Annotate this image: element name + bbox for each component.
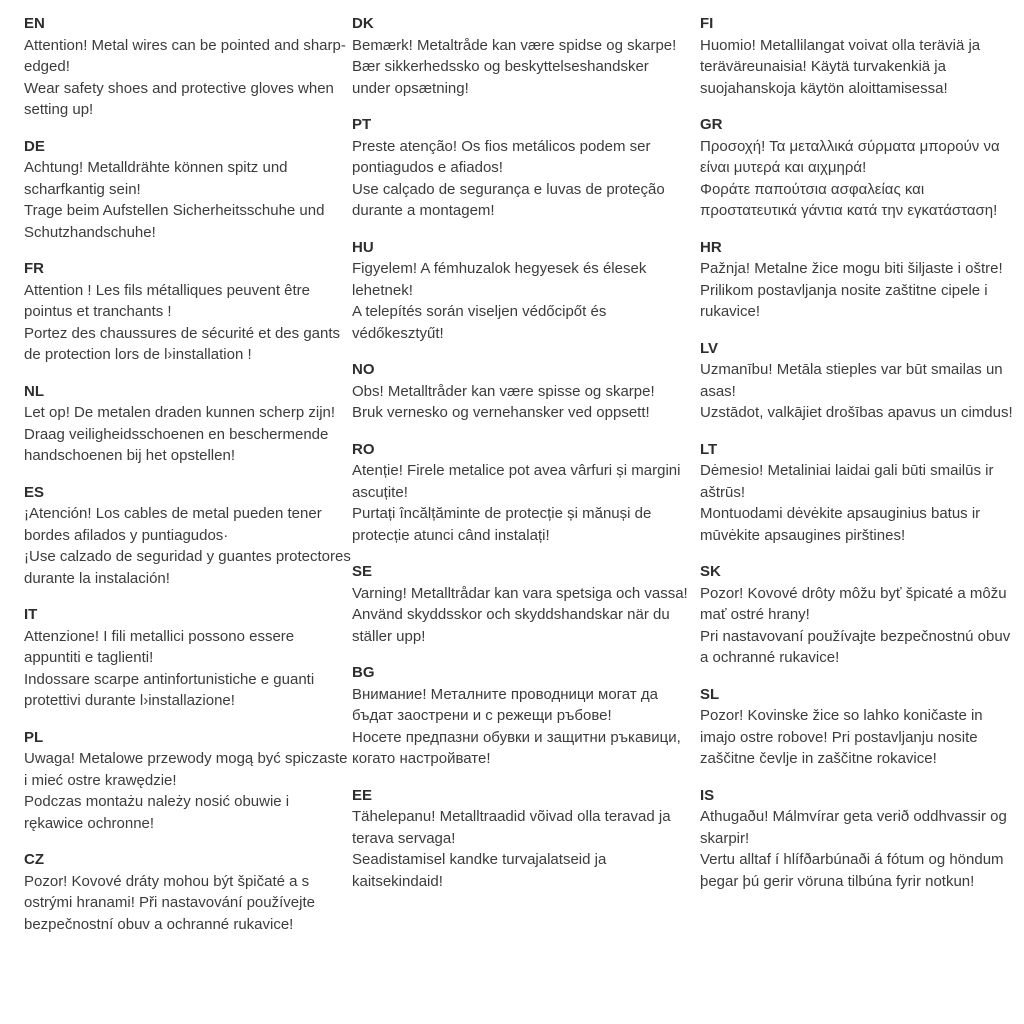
language-section-fi xyxy=(700,13,1014,99)
warning-text: Dėmesio! Metaliniai laidai gali būti smailūs ir aštrūs! xyxy=(700,462,994,501)
language-code-label: DE xyxy=(24,137,45,155)
warning-text: Носете предпазни обувки и защитни ръкавици, когато настройвате! xyxy=(352,728,681,767)
warning-text: Atenție! Firele metalice pot avea vârfuri și margini ascuțite! xyxy=(352,462,681,501)
language-code-label: BG xyxy=(352,664,375,681)
warning-text: ¡Use calzado de seguridad y guantes protectores durante la instalación! xyxy=(24,548,351,587)
language-section-cz xyxy=(24,849,352,935)
language-section-sk xyxy=(700,561,1014,669)
language-section-de xyxy=(24,136,352,244)
warning-text: Uzmanību! Metāla stieples var būt smailas un asas! xyxy=(700,361,1003,400)
language-section-pl xyxy=(24,727,352,835)
warning-text: Varning! Metalltrådar kan vara spetsiga och vassa! xyxy=(352,584,688,602)
language-section-hr xyxy=(700,237,1014,323)
language-code-label: FI xyxy=(700,15,714,32)
warning-text: Montuodami dėvėkite apsauginius batus ir mūvėkite apsaugines pirštines! xyxy=(700,505,981,544)
warning-text: Trage beim Aufstellen Sicherheitsschuhe und Schutzhandschuhe! xyxy=(24,202,325,241)
warning-text: Pri nastavovaní používajte bezpečnostnú obuv a ochranné rukavice! xyxy=(700,627,1011,666)
warning-text: Tähelepanu! Metalltraadid võivad olla teravad ja terava servaga! xyxy=(352,808,671,847)
warning-text: Podczas montażu należy nosić obuwie i rękawice ochronne! xyxy=(24,793,290,832)
warning-text: Pozor! Kovinske žice so lahko koničaste in imajo ostre robove! Pri postavljanju nosite zaščitne čevlje in zaščitne rokavice! xyxy=(700,707,983,767)
language-section-es xyxy=(24,482,352,590)
warning-text: Uwaga! Metalowe przewody mogą być spiczaste i mieć ostre krawędzie! xyxy=(24,750,348,789)
language-section-dk xyxy=(352,13,690,99)
warning-text: Figyelem! A fémhuzalok hegyesek és élesek lehetnek! xyxy=(352,260,647,299)
warning-text: Attenzione! I fili metallici possono essere appuntiti e taglienti! xyxy=(24,627,295,666)
language-code-label: LT xyxy=(700,440,718,458)
language-code-label: FR xyxy=(24,260,44,277)
language-section-fr xyxy=(24,258,352,366)
warning-text: Attention ! Les fils métalliques peuvent être pointus et tranchants ! xyxy=(24,281,310,320)
language-section-it xyxy=(24,604,352,712)
warning-text: Φοράτε παπούτσια ασφαλείας και προστατευτικά γάντια κατά την εγκατάσταση! xyxy=(700,180,998,219)
warning-text: Huomio! Metallilangat voivat olla teräviä ja teräväreunaisia! Käytä turvakenkiä ja suojahanskoja käytön aloittamisessa! xyxy=(700,36,981,97)
warning-text: ¡Atención! Los cables de metal pueden tener bordes afilados y puntiagudos· xyxy=(24,505,322,544)
language-section-lt xyxy=(700,439,1014,547)
language-code-label: RO xyxy=(352,440,375,458)
language-section-bg xyxy=(352,662,690,770)
language-code-label: HR xyxy=(700,238,722,256)
language-section-en xyxy=(24,13,352,121)
warning-text: Athugaðu! Málmvírar geta verið oddhvassir og skarpir! xyxy=(700,808,1007,847)
warning-text: Indossare scarpe antinfortunistiche e guanti protettivi durante l›installazione! xyxy=(24,670,315,709)
language-section-gr xyxy=(700,114,1014,222)
language-code-label: NL xyxy=(24,382,44,400)
language-code-label: HU xyxy=(352,238,374,256)
language-section-pt xyxy=(352,114,690,222)
language-code-label: PT xyxy=(352,116,372,133)
language-code-label: IT xyxy=(24,606,38,623)
warning-text: Preste atenção! Os fios metálicos podem ser pontiagudos e afiados! xyxy=(352,137,651,176)
language-code-label: PL xyxy=(24,728,44,746)
warning-text: Prilikom postavljanja nosite zaštitne cipele i rukavice! xyxy=(700,281,988,320)
language-section-nl xyxy=(24,381,352,467)
warning-column-2 xyxy=(352,13,690,1024)
warning-text: Achtung! Metalldrähte können spitz und scharfkantig sein! xyxy=(24,159,288,198)
language-code-label: ES xyxy=(24,483,45,501)
warning-text: Προσοχή! Τα μεταλλικά σύρματα μπορούν να είναι μυτερά και αιχμηρά! xyxy=(700,137,1000,176)
warning-text: Obs! Metalltråder kan være spisse og skarpe! xyxy=(352,382,655,400)
warning-text: Pažnja! Metalne žice mogu biti šiljaste i oštre! xyxy=(700,260,1003,277)
language-code-label: SE xyxy=(352,563,373,580)
warning-text: Använd skyddsskor och skyddshandskar när du ställer upp! xyxy=(352,606,670,645)
warning-text: Pozor! Kovové drôty môžu byť špicaté a môžu mať ostré hrany! xyxy=(700,584,1007,623)
warning-text: A telepítés során viseljen védőcipőt és védőkesztyűt! xyxy=(352,303,607,342)
warning-text: Let op! De metalen draden kunnen scherp zijn! xyxy=(24,404,336,421)
warning-text: Vertu alltaf í hlífðarbúnaði á fótum og höndum þegar þú gerir vöruna tilbúna fyrir notkun! xyxy=(700,851,1004,890)
warning-text: Bruk vernesko og vernehansker ved oppsett! xyxy=(352,404,650,421)
warning-text: Portez des chaussures de sécurité et des gants de protection lors de l›installation ! xyxy=(24,324,341,363)
language-code-label: IS xyxy=(700,786,715,804)
language-code-label: LV xyxy=(700,339,719,357)
language-section-ee xyxy=(352,785,690,893)
language-code-label: DK xyxy=(352,15,374,32)
language-code-label: EN xyxy=(24,15,45,32)
language-section-sl xyxy=(700,684,1014,770)
language-code-label: GR xyxy=(700,116,723,133)
warning-text: Uzstādot, valkājiet drošības apavus un cimdus! xyxy=(700,404,1013,421)
warning-text: Внимание! Металните проводници могат да бъдат заострени и с режещи ръбове! xyxy=(352,685,658,724)
warning-text: Pozor! Kovové dráty mohou být špičaté a s ostrými hranami! Při nastavování používejte bezpečnostní obuv a ochranné rukavice! xyxy=(24,872,315,933)
language-code-label: SK xyxy=(700,563,721,580)
language-code-label: NO xyxy=(352,361,375,378)
warning-text: Bær sikkerhedssko og beskyttelseshandsker under opsætning! xyxy=(352,58,649,97)
language-section-hu xyxy=(352,237,690,345)
warning-text: Wear safety shoes and protective gloves when setting up! xyxy=(24,79,334,118)
warning-text: Seadistamisel kandke turvajalatseid ja kaitsekindaid! xyxy=(352,851,607,890)
warning-column-3 xyxy=(700,13,1014,1024)
warning-text: Purtați încălțăminte de protecție și mănuși de protecție atunci când instalați! xyxy=(352,505,652,544)
language-section-se xyxy=(352,561,690,647)
language-section-is xyxy=(700,785,1014,893)
warning-text: Attention! Metal wires can be pointed and sharp-edged! xyxy=(24,36,346,75)
warning-text: Draag veiligheidsschoenen en beschermende handschoenen bij het opstellen! xyxy=(24,425,329,464)
warning-column-1 xyxy=(24,13,352,1024)
language-code-label: CZ xyxy=(24,851,44,868)
warning-text: Use calçado de segurança e luvas de proteção durante a montagem! xyxy=(352,180,665,219)
language-code-label: EE xyxy=(352,786,373,804)
language-section-lv xyxy=(700,338,1014,424)
warning-text: Bemærk! Metaltråde kan være spidse og skarpe! xyxy=(352,36,677,54)
language-section-ro xyxy=(352,439,690,547)
language-section-no xyxy=(352,359,690,424)
language-code-label: SL xyxy=(700,685,720,703)
